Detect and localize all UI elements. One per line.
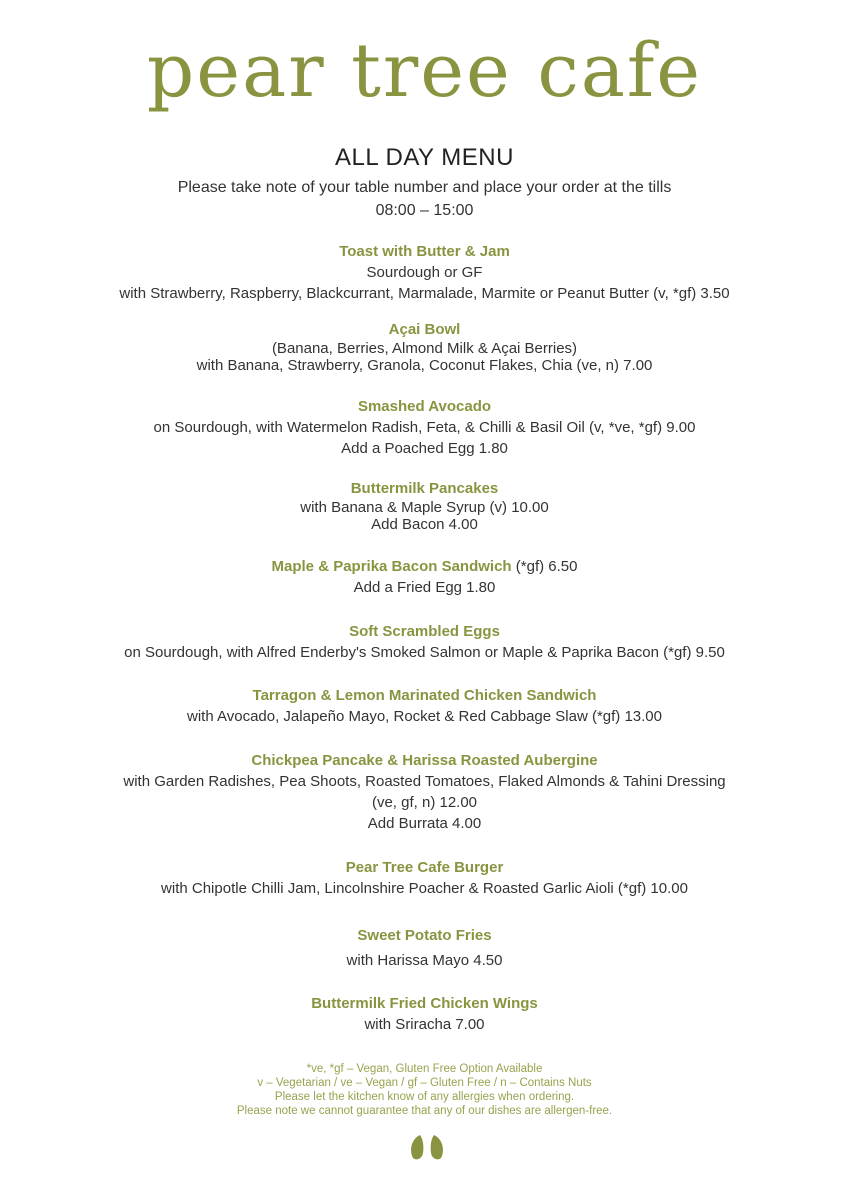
- menu-item-sweet-potato-fries: [0, 926, 849, 971]
- menu-item-chickpea-pancake: [0, 751, 849, 834]
- opening-hours: 08:00 – 15:00: [375, 202, 474, 219]
- menu-item-line: with Harissa Mayo 4.50: [346, 952, 503, 969]
- menu-item-name: Açai Bowl: [388, 321, 461, 338]
- menu-item-smashed-avocado: [0, 397, 849, 459]
- menu-item-line: with Banana & Maple Syrup (v) 10.00: [300, 499, 549, 516]
- menu-title: ALL DAY MENU: [335, 144, 514, 171]
- menu-item-line: with Avocado, Jalapeño Mayo, Rocket & Red Cabbage Slaw (*gf) 13.00: [186, 708, 662, 725]
- menu-item-name: Soft Scrambled Eggs: [349, 623, 500, 640]
- footer-line: Please note we cannot guarantee that any of our dishes are allergen-free.: [236, 1105, 613, 1117]
- menu-item-name: [0, 557, 849, 577]
- menu-item-name: Pear Tree Cafe Burger: [345, 859, 504, 876]
- menu-item-bacon-sandwich: [0, 557, 849, 598]
- footer-line: Please let the kitchen know of any allergies when ordering.: [274, 1091, 575, 1103]
- pear-leaves-icon: [407, 1133, 447, 1161]
- menu-item-line: on Sourdough, with Alfred Enderby's Smoked Salmon or Maple & Paprika Bacon (*gf) 9.50: [124, 644, 725, 661]
- menu-item-scrambled-eggs: [0, 622, 849, 663]
- menu-item-name: Toast with Butter & Jam: [339, 243, 510, 260]
- menu-item-pancakes: [0, 479, 849, 533]
- menu-item-name: Tarragon & Lemon Marinated Chicken Sandwich: [252, 687, 597, 704]
- menu-item-line: with Sriracha 7.00: [364, 1016, 485, 1033]
- menu-item-line: with Banana, Strawberry, Granola, Coconut Flakes, Chia (ve, n) 7.00: [196, 357, 653, 374]
- menu-item-line: Add a Poached Egg 1.80: [341, 440, 508, 457]
- menu-item-name: Buttermilk Fried Chicken Wings: [311, 995, 538, 1012]
- menu-item-name: Sweet Potato Fries: [357, 927, 492, 944]
- menu-item-line: Sourdough or GF: [366, 264, 483, 281]
- menu-item-name: Smashed Avocado: [357, 398, 492, 415]
- menu-intro: [0, 176, 849, 222]
- footer-line: *ve, *gf – Vegan, Gluten Free Option Available: [306, 1063, 543, 1075]
- menu-item-chicken-wings: [0, 994, 849, 1035]
- brand-logo: pear tree cafe: [146, 28, 703, 114]
- menu-item-line: with Strawberry, Raspberry, Blackcurrant, Marmalade, Marmite or Peanut Butter (v, *gf) 3.50: [119, 285, 730, 302]
- menu-item-line: Add a Fried Egg 1.80: [353, 579, 496, 596]
- menu-item-line: on Sourdough, with Watermelon Radish, Feta, & Chilli & Basil Oil (v, *ve, *gf) 9.00: [153, 419, 696, 436]
- menu-item-price: (*gf) 6.50: [515, 558, 578, 575]
- menu-item-line: with Garden Radishes, Pea Shoots, Roasted Tomatoes, Flaked Almonds & Tahini Dressing: [123, 773, 726, 790]
- menu-item-chicken-sandwich: [0, 686, 849, 727]
- menu-item-line: with Chipotle Chilli Jam, Lincolnshire Poacher & Roasted Garlic Aioli (*gf) 10.00: [161, 880, 688, 897]
- order-instruction: Please take note of your table number and place your order at the tills: [177, 179, 672, 196]
- menu-item-line: Add Burrata 4.00: [367, 815, 482, 832]
- menu-item-toast: [0, 242, 849, 304]
- menu-item-line: (ve, gf, n) 12.00: [371, 794, 478, 811]
- menu-item-name: Buttermilk Pancakes: [350, 480, 499, 497]
- allergen-footer: [0, 1062, 849, 1118]
- menu-item-acai-bowl: [0, 320, 849, 374]
- menu-item-line: Add Bacon 4.00: [371, 516, 478, 533]
- menu-item-burger: [0, 858, 849, 899]
- menu-item-title: Maple & Paprika Bacon Sandwich: [271, 558, 512, 575]
- menu-item-name: Chickpea Pancake & Harissa Roasted Aubergine: [251, 752, 598, 769]
- footer-line: v – Vegetarian / ve – Vegan / gf – Gluten Free / n – Contains Nuts: [257, 1077, 592, 1089]
- menu-item-line: (Banana, Berries, Almond Milk & Açai Berries): [271, 340, 578, 357]
